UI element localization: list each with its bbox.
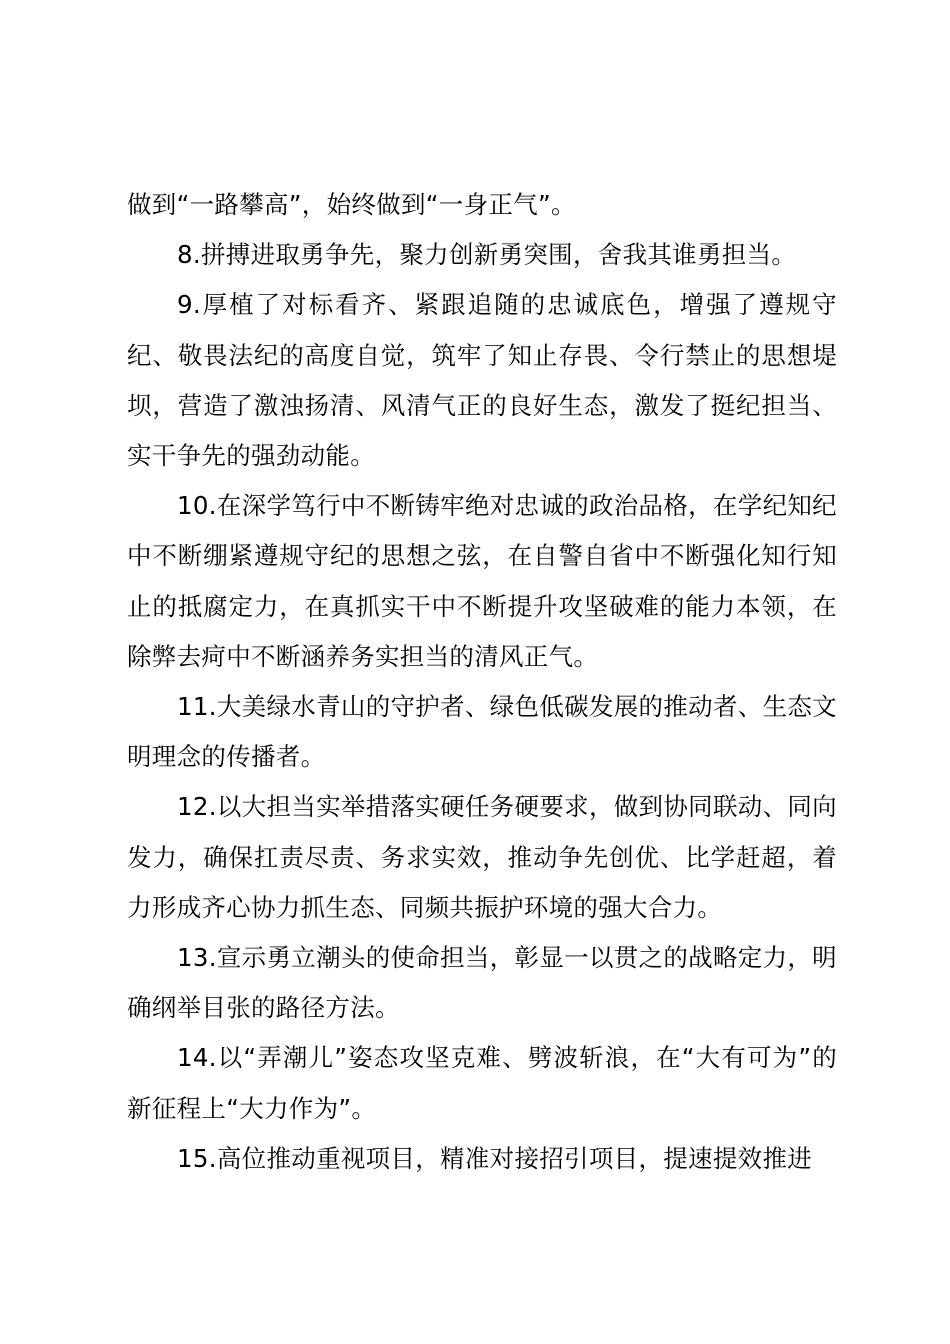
- paragraph-item-9: 9.厚植了对标看齐、紧跟追随的忠诚底色，增强了遵规守纪、敬畏法纪的高度自觉，筑牢了知止存畏、令行禁止的思想堤坝，营造了激浊扬清、风清气正的良好生态，激发了挺纪担当、实干争先的强劲动能。: [127, 290, 837, 471]
- document-body: [127, 180, 837, 1184]
- paragraph-item-15: 15.高位推动重视项目，精准对接招引项目，提速提效推进: [177, 1143, 813, 1173]
- paragraph-item-13: 13.宣示勇立潮头的使命担当，彰显一以贯之的战略定力，明确纲举目张的路径方法。: [127, 943, 837, 1023]
- paragraph-continuation: 做到“一路攀高”，始终做到“一身正气”。: [127, 190, 576, 219]
- paragraph-item-8: 8.拼搏进取勇争先，聚力创新勇突围，舍我其谁勇担当。: [177, 240, 797, 270]
- paragraph-item-12: 12.以大担当实举措落实硬任务硬要求，做到协同联动、同向发力，确保扛责尽责、务求实效，推动争先创优、比学赶超，着力形成齐心协力抓生态、同频共振护环境的强大合力。: [127, 792, 837, 922]
- paragraph-item-14: 14.以“弄潮儿”姿态攻坚克难、劈波斩浪，在“大有可为”的新征程上“大力作为”。: [127, 1043, 837, 1123]
- paragraph-item-10: 10.在深学笃行中不断铸牢绝对忠诚的政治品格，在学纪知纪中不断绷紧遵规守纪的思想之弦，在自警自省中不断强化知行知止的抵腐定力，在真抓实干中不断提升攻坚破难的能力本领，在除弊去疴中不断涵养务实担当的清风正气。: [127, 491, 837, 671]
- paragraph-item-11: 11.大美绿水青山的守护者、绿色低碳发展的推动者、生态文明理念的传播者。: [127, 692, 837, 772]
